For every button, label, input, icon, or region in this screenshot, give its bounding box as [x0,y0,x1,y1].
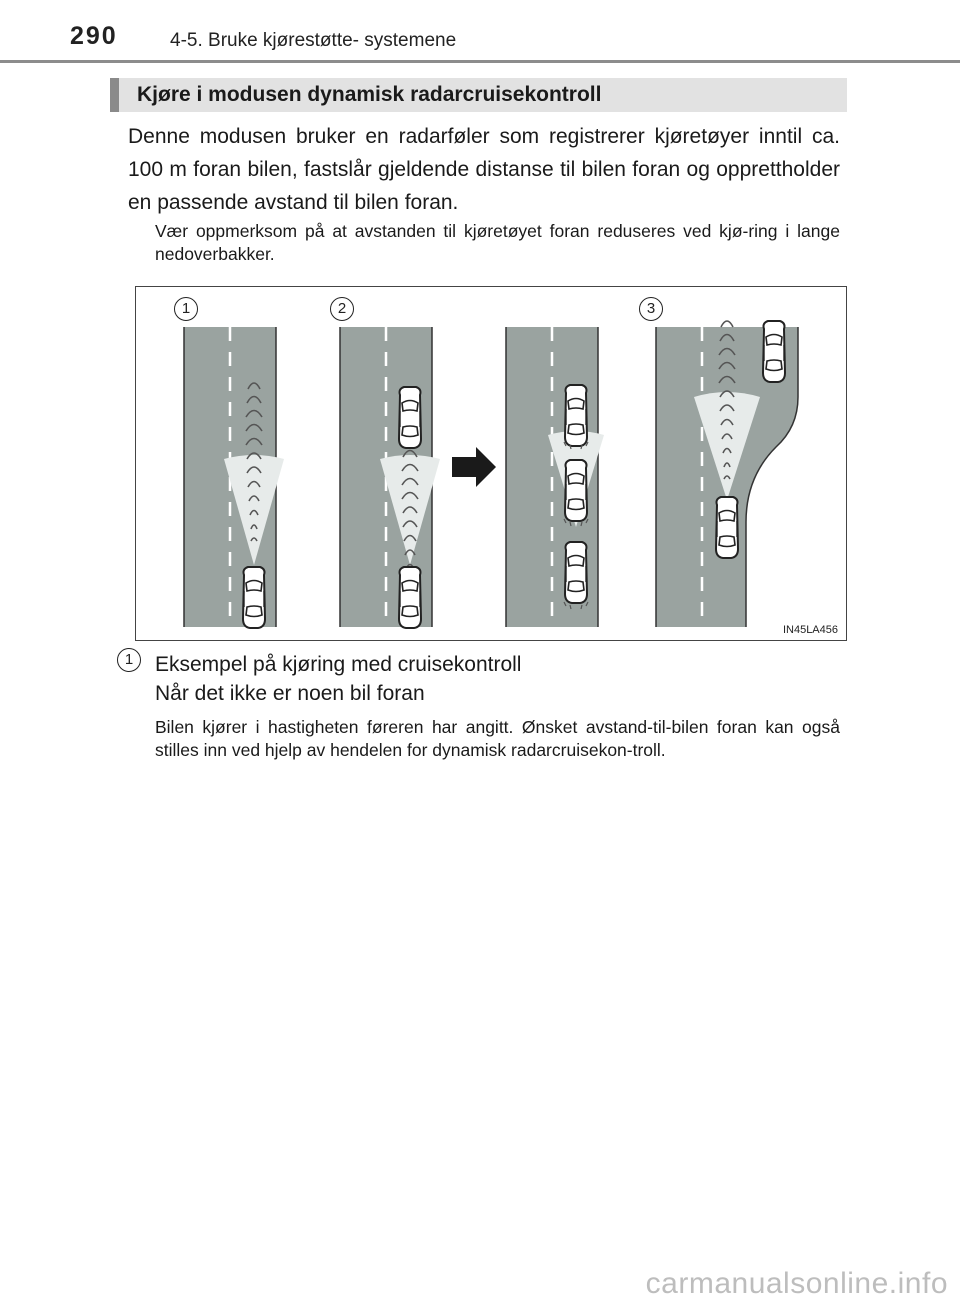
callout-2: 2 [330,297,354,321]
note-paragraph: Vær oppmerksom på at avstanden til kjøretøyet foran reduseres ved kjø-ring i lange nedoverbakker. [155,221,840,264]
figure-code: IN45LA456 [782,624,838,636]
item-title: Eksempel på kjøring med cruisekontroll [155,653,522,676]
header-rule [0,60,960,63]
item-subtitle: Når det ikke er noen bil foran [155,682,425,705]
panel-1-road [184,327,284,628]
item-marker: 1 [117,648,141,672]
panel-3-road [656,321,798,627]
item-body: Bilen kjører i hastigheten føreren har angitt. Ønsket avstand-til-bilen foran kan også stilles inn ved hjelp av hendelen for dynamisk radarcruisekon-troll. [155,717,840,760]
panel-2-road [340,327,440,628]
road-illustration [136,287,846,640]
section-bar [110,78,847,112]
watermark: carmanualsonline.info [645,1267,948,1300]
section-title: Kjøre i modusen dynamisk radarcruisekontroll [137,83,602,106]
panel-2b-road [506,327,604,627]
illustration-figure [135,286,847,641]
intro-paragraph: Denne modusen bruker en radarføler som registrerer kjøretøyer inntil ca. 100 m foran bilen, fastslår gjeldende distanse til bilen foran og opprettholder en passende avstand til bilen foran. [128,125,840,214]
callout-1: 1 [174,297,198,321]
callout-3: 3 [639,297,663,321]
page-number: 290 [70,22,118,50]
transition-arrow-icon [452,447,496,487]
running-head: 4-5. Bruke kjørestøtte- systemene [170,30,457,51]
